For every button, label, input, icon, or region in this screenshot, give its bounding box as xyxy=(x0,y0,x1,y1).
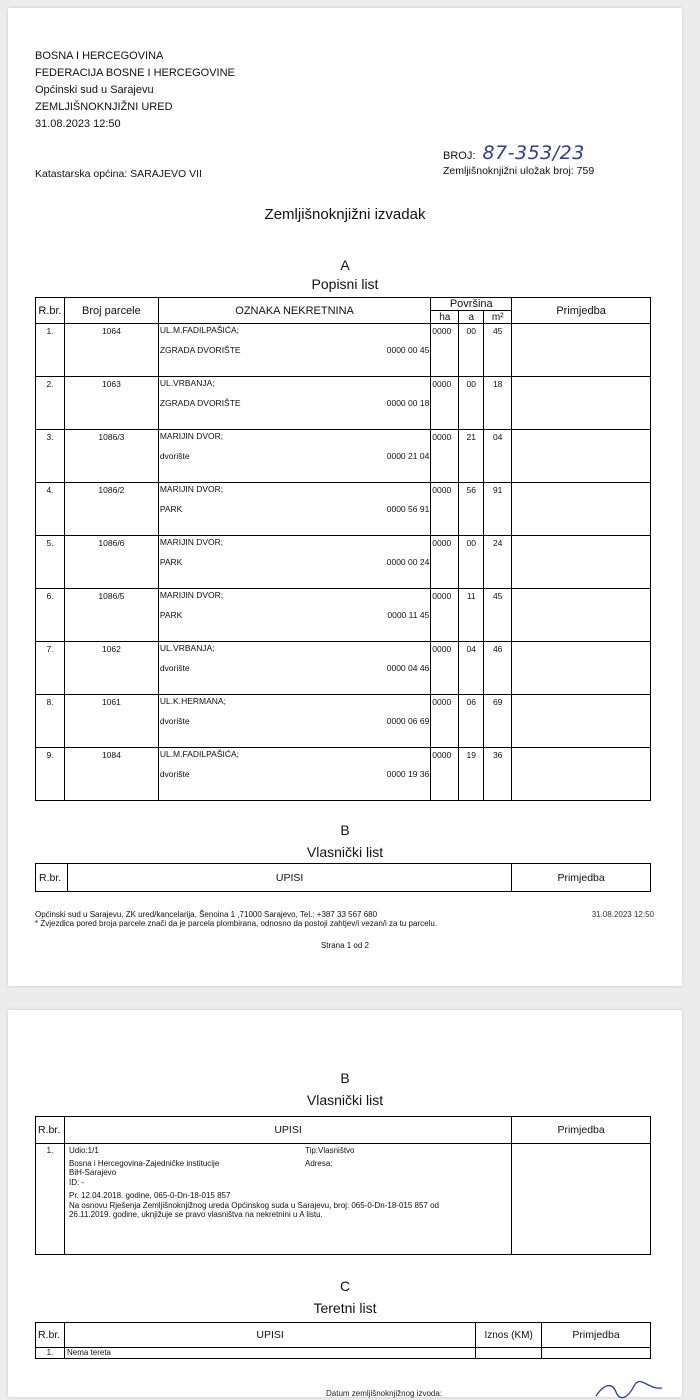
entry-adresa: Adresa: xyxy=(304,1158,333,1168)
parcel-ha: 0000 xyxy=(431,377,459,430)
parcel-primjedba xyxy=(512,483,651,536)
parcel-ha: 0000 xyxy=(431,748,459,801)
parcel-rbr: 5. xyxy=(36,536,65,589)
parcel-number: 1064 xyxy=(64,324,158,377)
parcel-m2: 24 xyxy=(484,536,512,589)
parcel-ha: 0000 xyxy=(431,324,459,377)
parcel-total-area: 0000 00 45 xyxy=(386,345,430,355)
parcel-row xyxy=(36,642,651,695)
parcel-row xyxy=(36,430,651,483)
vlas-col-rbr: R.br. xyxy=(36,864,68,892)
parcel-total-area: 0000 19 36 xyxy=(386,769,430,779)
page-1 xyxy=(8,8,682,986)
office-line: ZEMLJIŠNOKNJIŽNI URED xyxy=(35,101,173,113)
col-oznaka: OZNAKA NEKRETNINA xyxy=(158,298,430,324)
parcel-number: 1086/3 xyxy=(64,430,158,483)
parcel-total-area: 0000 00 18 xyxy=(386,398,430,408)
vlasnicki-list-header-table xyxy=(35,863,651,892)
parcel-total-area: 0000 56 91 xyxy=(386,504,430,514)
section-b-name-p2: Vlasnički list xyxy=(306,1092,384,1108)
court-line: Općinski sud u Sarajevu xyxy=(35,84,154,96)
parcel-type: dvorište xyxy=(159,663,190,673)
parcel-row xyxy=(36,483,651,536)
parcel-address: UL.K.HERMANA; xyxy=(159,696,226,706)
parcel-oznaka xyxy=(158,324,430,377)
parcel-primjedba xyxy=(512,324,651,377)
vlas-col-primjedba: Primjedba xyxy=(512,864,651,892)
parcel-address: UL.M.FADILPAŠIĆA; xyxy=(159,749,240,759)
vlas-col-upisi: UPISI xyxy=(67,864,511,892)
parcel-rbr: 2. xyxy=(36,377,65,430)
teret-col-upisi: UPISI xyxy=(64,1323,475,1348)
parcel-oznaka xyxy=(158,589,430,642)
teret-col-rbr: R.br. xyxy=(36,1323,65,1348)
parcel-total-area: 0000 00 24 xyxy=(386,557,430,567)
parcel-number: 1062 xyxy=(64,642,158,695)
country-line: BOSNA I HERCEGOVINA xyxy=(35,50,164,62)
parcel-a: 56 xyxy=(459,483,484,536)
signature-scribble xyxy=(594,1380,664,1400)
parcel-primjedba xyxy=(512,589,651,642)
parcel-a: 00 xyxy=(459,536,484,589)
section-a-name: Popisni list xyxy=(311,276,379,292)
parcel-address: MARIJIN DVOR; xyxy=(159,431,224,441)
col-rbr: R.br. xyxy=(36,298,65,324)
broj-field xyxy=(443,142,585,164)
parcel-ha: 0000 xyxy=(431,536,459,589)
parcel-m2: 04 xyxy=(484,430,512,483)
entry-osnova-1: Na osnovu Rješenja Zemljišnoknjižnog ureda Općinskog suda u Sarajevu, broj: 065-0-Dn-18-015 857 od xyxy=(68,1200,439,1210)
ownership-entry xyxy=(64,1144,511,1255)
parcel-a: 19 xyxy=(459,748,484,801)
teret-row-iznos xyxy=(476,1348,542,1359)
parcel-oznaka xyxy=(158,695,430,748)
parcel-a: 00 xyxy=(459,377,484,430)
entry-city: BiH-Sarajevo xyxy=(68,1168,117,1177)
parcel-m2: 69 xyxy=(484,695,512,748)
section-c-letter: C xyxy=(339,1278,351,1294)
parcel-type: PARK xyxy=(159,610,183,620)
parcel-type: ZGRADA DVORIŠTE xyxy=(159,398,241,408)
section-a-letter: A xyxy=(340,257,350,273)
parcel-rbr: 9. xyxy=(36,748,65,801)
parcel-address: MARIJIN DVOR; xyxy=(159,484,224,494)
parcel-number: 1061 xyxy=(64,695,158,748)
parcel-address: MARIJIN DVOR; xyxy=(159,537,224,547)
vlasnicki-list-table xyxy=(35,1116,651,1255)
entry-udio: Udio:1/1 xyxy=(68,1146,99,1155)
section-b-letter: B xyxy=(340,822,350,838)
parcel-number: 1063 xyxy=(64,377,158,430)
parcel-m2: 46 xyxy=(484,642,512,695)
parcel-row xyxy=(36,748,651,801)
parcel-a: 06 xyxy=(459,695,484,748)
parcel-ha: 0000 xyxy=(431,589,459,642)
parcel-address: UL.VRBANJA; xyxy=(159,643,215,653)
ulozak-broj: Zemljišnoknjižni uložak broj: 759 xyxy=(443,165,595,177)
col-ha: ha xyxy=(431,311,459,324)
col-a: a xyxy=(459,311,484,324)
parcel-m2: 91 xyxy=(484,483,512,536)
teret-col-iznos: Iznos (KM) xyxy=(476,1323,542,1348)
parcel-row xyxy=(36,536,651,589)
broj-handwritten-value: 87-353/23 xyxy=(482,142,585,164)
section-c-name: Teretni list xyxy=(313,1300,377,1316)
parcel-type: dvorište xyxy=(159,769,190,779)
page-2 xyxy=(8,1010,682,1397)
parcel-address: UL.M.FADILPAŠIĆA; xyxy=(159,325,240,335)
parcel-oznaka xyxy=(158,536,430,589)
parcel-row xyxy=(36,589,651,642)
entry-owner: Bosna i Hercegovina-Zajedničke institucije xyxy=(68,1158,220,1168)
parcel-type: ZGRADA DVORIŠTE xyxy=(159,345,241,355)
teret-row-primjedba xyxy=(542,1348,651,1359)
parcel-a: 21 xyxy=(459,430,484,483)
popisni-list-table xyxy=(35,297,651,801)
parcel-type: PARK xyxy=(159,504,183,514)
parcel-total-area: 0000 04 46 xyxy=(386,663,430,673)
parcel-m2: 18 xyxy=(484,377,512,430)
vlas2-col-primjedba: Primjedba xyxy=(512,1117,651,1144)
vlas2-col-upisi: UPISI xyxy=(64,1117,511,1144)
parcel-a: 11 xyxy=(459,589,484,642)
col-povrsina: Površina xyxy=(431,298,512,311)
federation-line: FEDERACIJA BOSNE I HERCEGOVINE xyxy=(35,67,235,79)
footer-date: 31.08.2023 12:50 xyxy=(591,910,654,919)
parcel-ha: 0000 xyxy=(431,483,459,536)
parcel-oznaka xyxy=(158,642,430,695)
header-datetime: 31.08.2023 12:50 xyxy=(35,118,121,130)
parcel-oznaka xyxy=(158,483,430,536)
vlas2-col-rbr: R.br. xyxy=(36,1117,65,1144)
page-footer xyxy=(35,910,437,928)
parcel-type: dvorište xyxy=(159,451,190,461)
parcel-primjedba xyxy=(512,695,651,748)
parcel-m2: 36 xyxy=(484,748,512,801)
parcel-primjedba xyxy=(512,748,651,801)
document-title: Zemljišnoknjižni izvadak xyxy=(264,206,426,223)
teret-col-primjedba: Primjedba xyxy=(542,1323,651,1348)
parcel-rbr: 1. xyxy=(36,324,65,377)
section-b-letter-p2: B xyxy=(340,1070,350,1086)
parcel-row xyxy=(36,695,651,748)
teretni-list-table xyxy=(35,1322,651,1359)
parcel-rbr: 6. xyxy=(36,589,65,642)
parcel-ha: 0000 xyxy=(431,430,459,483)
parcel-rbr: 3. xyxy=(36,430,65,483)
parcel-row xyxy=(36,324,651,377)
col-m2: m² xyxy=(484,311,512,324)
parcel-total-area: 0000 11 45 xyxy=(387,610,430,620)
entry-osnova-2: 26.11.2019. godine, uknjižuje se pravo vlasništva na nekretnini u A listu. xyxy=(68,1210,323,1219)
section-b-name: Vlasnički list xyxy=(306,844,384,860)
parcel-number: 1086/6 xyxy=(64,536,158,589)
document-header xyxy=(35,48,235,133)
parcel-primjedba xyxy=(512,430,651,483)
footer-note: * Zvjezdica pored broja parcele znači da je parcela plombirana, odnosno da postoji zahtjev/i vezan/i za tu parcelu. xyxy=(35,919,438,928)
page2-footer-partial: Datum zemljišnoknjižnog izvoda: xyxy=(326,1389,443,1398)
parcel-oznaka xyxy=(158,430,430,483)
parcel-a: 04 xyxy=(459,642,484,695)
entry-id: ID: - xyxy=(68,1177,85,1187)
teret-row-text: Nema tereta xyxy=(64,1348,475,1359)
parcel-m2: 45 xyxy=(484,324,512,377)
col-primjedba: Primjedba xyxy=(512,298,651,324)
parcel-m2: 45 xyxy=(484,589,512,642)
parcel-row xyxy=(36,377,651,430)
parcel-primjedba xyxy=(512,642,651,695)
vlas2-row-rbr: 1. xyxy=(36,1144,65,1255)
parcel-number: 1084 xyxy=(64,748,158,801)
footer-address: Općinski sud u Sarajevu, ZK ured/kancelarija, Šenoina 1 ,71000 Sarajevo, Tel.: +387 33 567 680 xyxy=(35,910,378,919)
broj-label: BROJ: xyxy=(443,150,476,162)
parcel-primjedba xyxy=(512,377,651,430)
parcel-address: UL.VRBANJA; xyxy=(159,378,215,388)
col-broj-parcele: Broj parcele xyxy=(64,298,158,324)
katastarska-opcina: Katastarska općina: SARAJEVO VII xyxy=(35,168,202,180)
page-number: Strana 1 od 2 xyxy=(320,941,370,950)
parcel-total-area: 0000 21 04 xyxy=(386,451,430,461)
parcel-number: 1086/5 xyxy=(64,589,158,642)
parcel-oznaka xyxy=(158,748,430,801)
parcel-rbr: 4. xyxy=(36,483,65,536)
vlas2-row-primjedba xyxy=(512,1144,651,1255)
parcel-total-area: 0000 06 69 xyxy=(386,716,430,726)
parcel-type: dvorište xyxy=(159,716,190,726)
parcel-number: 1086/2 xyxy=(64,483,158,536)
parcel-rbr: 7. xyxy=(36,642,65,695)
parcel-ha: 0000 xyxy=(431,695,459,748)
teret-row-rbr: 1. xyxy=(36,1348,65,1359)
parcel-type: PARK xyxy=(159,557,183,567)
parcel-rbr: 8. xyxy=(36,695,65,748)
parcel-address: MARIJIN DVOR; xyxy=(159,590,224,600)
entry-pr: Pr. 12.04.2018. godine, 065-0-Dn-18-015 857 xyxy=(68,1191,231,1200)
parcel-oznaka xyxy=(158,377,430,430)
parcel-a: 00 xyxy=(459,324,484,377)
parcel-primjedba xyxy=(512,536,651,589)
parcel-ha: 0000 xyxy=(431,642,459,695)
entry-tip: Tip:Vlasništvo xyxy=(304,1146,355,1155)
